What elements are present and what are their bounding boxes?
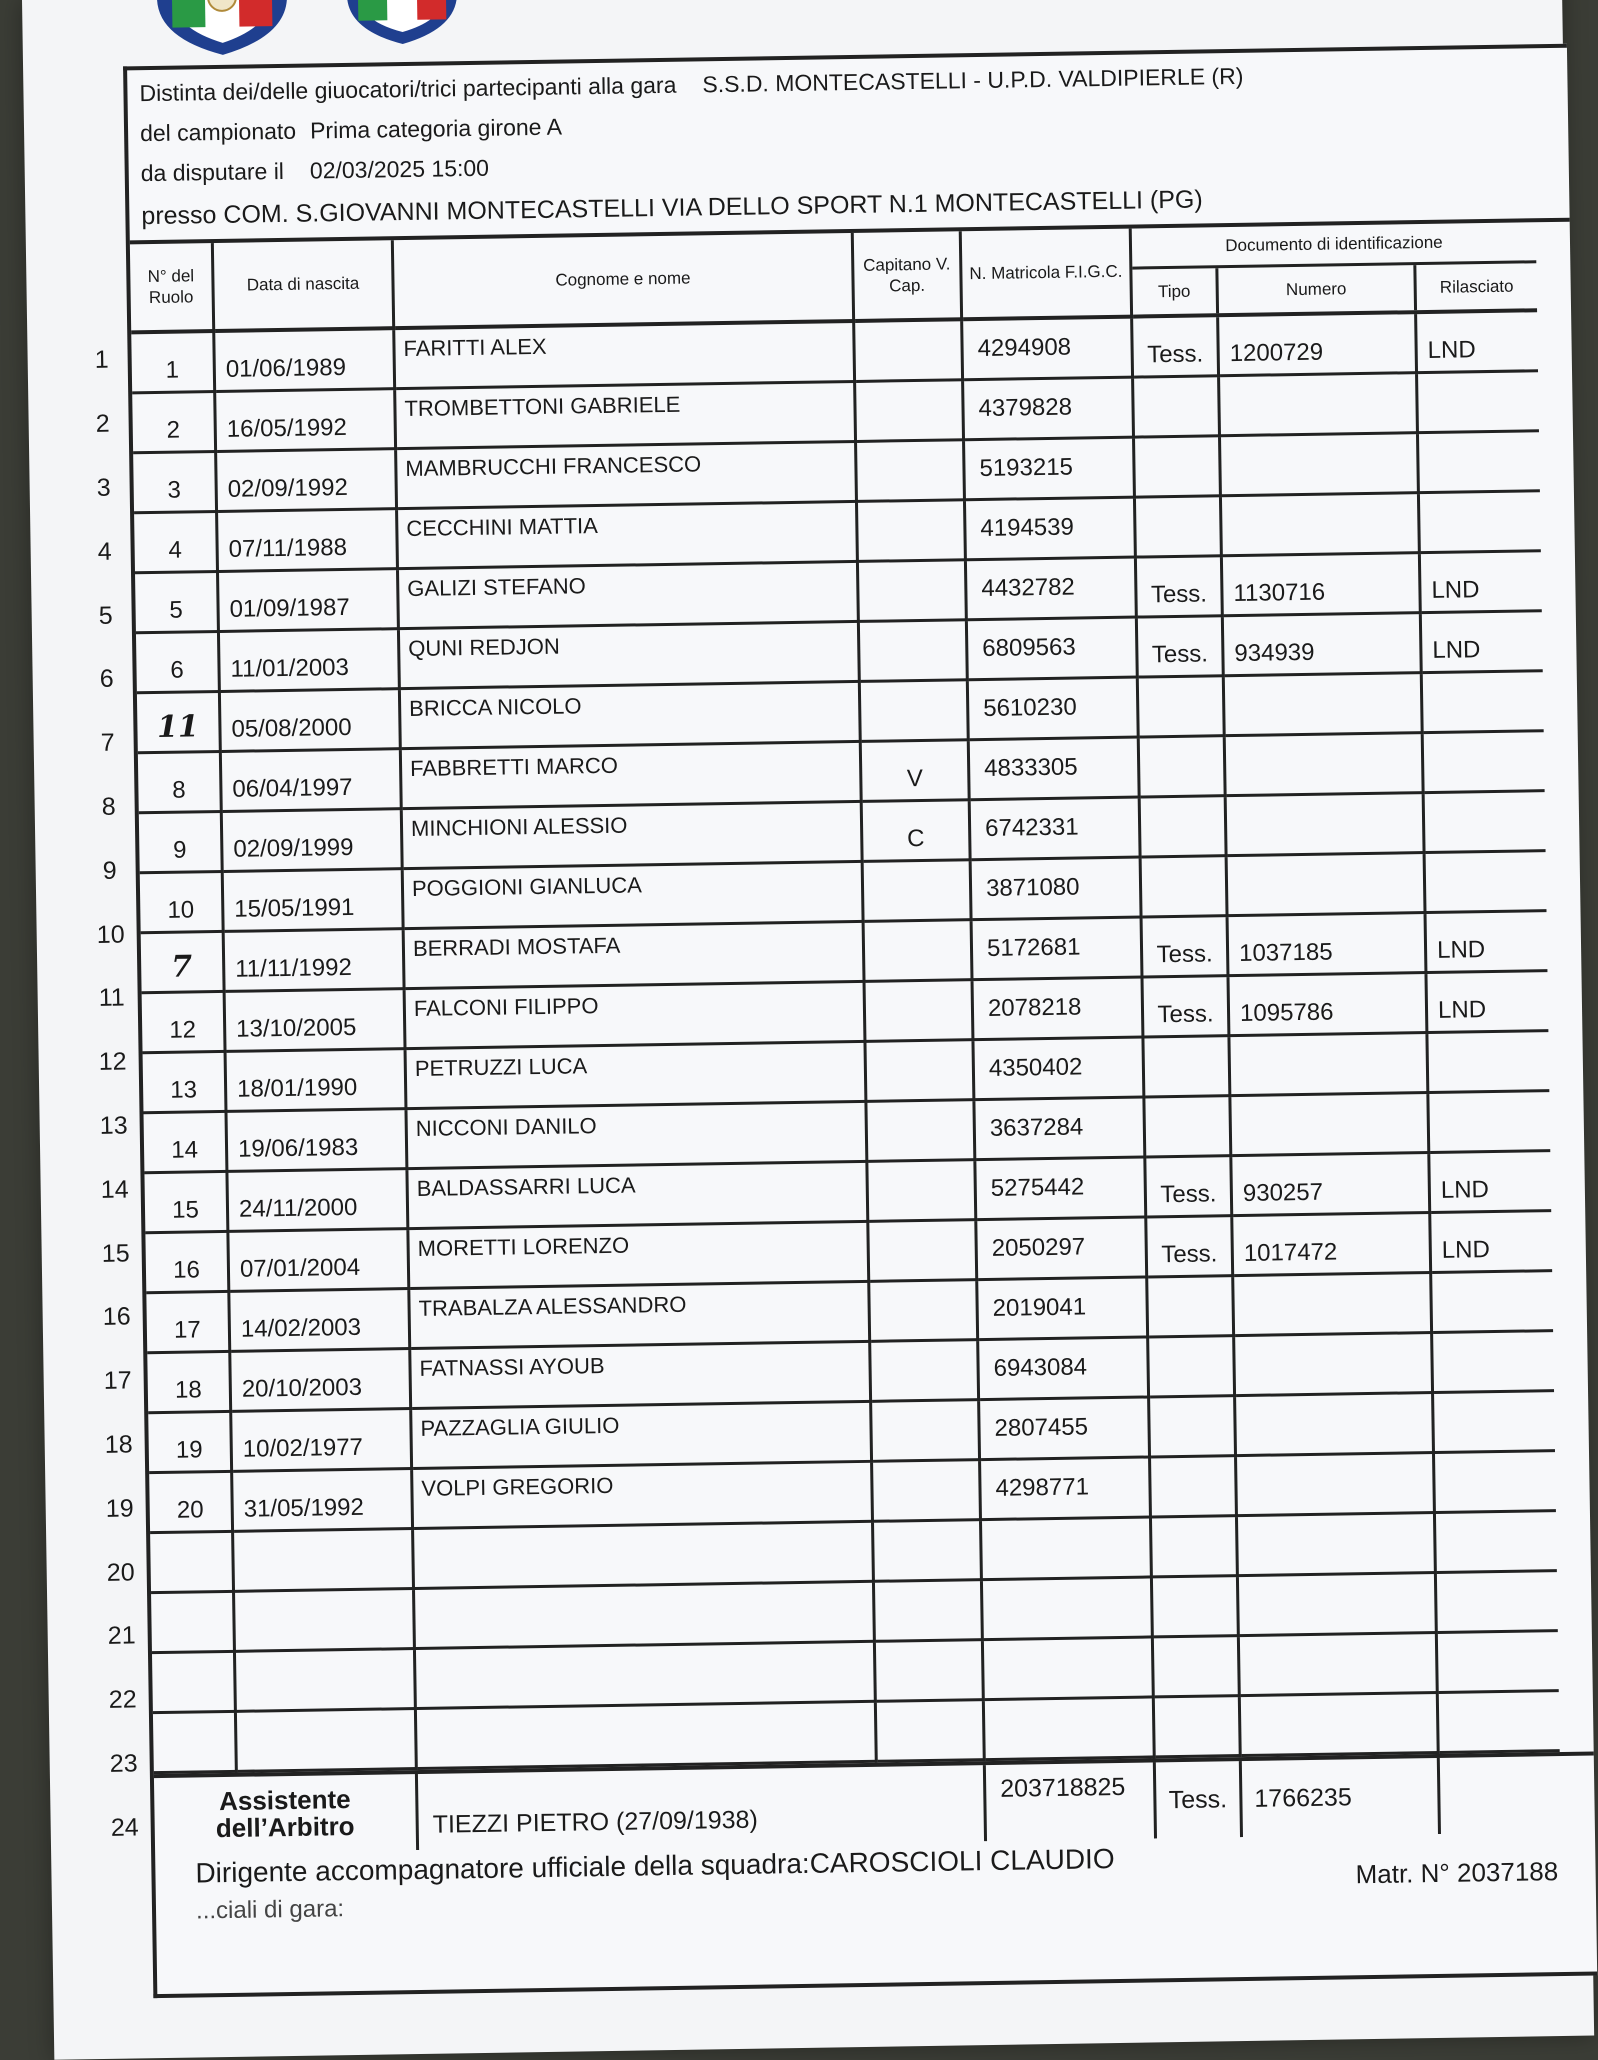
row-12-matricola: 2078218 xyxy=(974,979,1145,1042)
row-4-ruolo: 4 xyxy=(134,513,219,574)
row-4-player-name: CECCHINI MATTIA xyxy=(398,503,859,570)
row-15-doc-rilasciato: LND xyxy=(1430,1152,1551,1214)
row-20-ruolo: 20 xyxy=(149,1473,234,1534)
row-number: 10 xyxy=(96,920,125,949)
row-1-doc-tipo: Tess. xyxy=(1133,317,1220,378)
row-20-doc-numero xyxy=(1237,1454,1436,1517)
row-6-captain-mark xyxy=(860,621,969,683)
row-2-birth-date: 16/05/1992 xyxy=(216,390,397,453)
row-4-matricola: 4194539 xyxy=(966,499,1137,562)
row-18-doc-rilasciato xyxy=(1433,1332,1554,1394)
row-16-doc-rilasciato: LND xyxy=(1431,1212,1552,1274)
row-18-captain-mark xyxy=(871,1341,980,1403)
row-8-ruolo: 8 xyxy=(138,753,223,814)
row-5-birth-date: 01/09/1987 xyxy=(219,570,400,633)
assistant-name: TIEZZI PIETRO (27/09/1938) xyxy=(418,1765,987,1850)
row-18-matricola: 6943084 xyxy=(979,1338,1150,1401)
dirigente-matricola: Matr. N° 2037188 xyxy=(1355,1856,1559,1890)
row-17-ruolo: 17 xyxy=(146,1293,231,1354)
row-6-matricola: 6809563 xyxy=(968,619,1139,682)
officials-line: ...ciali di gara: xyxy=(195,1895,345,1925)
row-15-birth-date: 24/11/2000 xyxy=(228,1170,409,1233)
row-12-doc-numero: 1095786 xyxy=(1229,974,1428,1037)
assistant-matricola: 203718825 xyxy=(986,1762,1157,1841)
row-23-doc-numero xyxy=(1240,1634,1439,1697)
row-21-doc-tipo xyxy=(1152,1517,1239,1578)
row-12-birth-date: 13/10/2005 xyxy=(226,990,407,1053)
col-nome: Cognome e nome xyxy=(394,233,855,330)
row-13-doc-tipo xyxy=(1144,1037,1231,1098)
row-16-birth-date: 07/01/2004 xyxy=(229,1230,410,1293)
row-18-birth-date: 20/10/2003 xyxy=(231,1350,412,1413)
row-9-birth-date: 02/09/1999 xyxy=(223,810,404,873)
row-number: 5 xyxy=(98,601,113,630)
row-21-birth-date xyxy=(234,1530,415,1593)
row-20-player-name: VOLPI GREGORIO xyxy=(413,1463,874,1530)
row-22-doc-tipo xyxy=(1153,1577,1240,1638)
row-number: 21 xyxy=(107,1621,136,1651)
row-14-player-name: NICCONI DANILO xyxy=(407,1103,868,1170)
assistant-tipo: Tess. xyxy=(1156,1761,1243,1838)
row-5-doc-rilasciato: LND xyxy=(1421,552,1542,614)
row-14-doc-tipo xyxy=(1145,1097,1232,1158)
row-20-doc-rilasciato xyxy=(1435,1452,1556,1514)
row-24-matricola xyxy=(985,1698,1156,1761)
championship: Prima categoria girone A xyxy=(309,113,563,144)
line4-label: presso xyxy=(141,200,217,231)
row-number: 7 xyxy=(100,728,115,758)
row-22-doc-rilasciato xyxy=(1437,1572,1558,1634)
row-3-doc-tipo xyxy=(1135,437,1222,498)
line2-label: del campionato xyxy=(139,117,297,147)
row-5-doc-numero: 1130716 xyxy=(1223,554,1422,617)
row-12-ruolo: 12 xyxy=(142,993,227,1054)
row-19-doc-tipo xyxy=(1150,1397,1237,1458)
assistant-label: Assistente dell’Arbitro xyxy=(154,1774,419,1854)
row-1-doc-numero: 1200729 xyxy=(1219,314,1418,377)
col-ruolo: N° del Ruolo xyxy=(130,243,215,334)
venue: COM. S.GIOVANNI MONTECASTELLI VIA DELLO SPORT N.1 MONTECASTELLI (PG) xyxy=(223,185,1203,229)
match-datetime: 02/03/2025 15:00 xyxy=(309,154,490,184)
player-list-form xyxy=(123,44,1597,1998)
row-21-doc-rilasciato xyxy=(1436,1512,1557,1574)
row-7-doc-rilasciato xyxy=(1423,672,1544,734)
assistant-numero: 1766235 xyxy=(1242,1758,1441,1837)
row-3-player-name: MAMBRUCCHI FRANCESCO xyxy=(397,443,858,510)
row-3-ruolo: 3 xyxy=(133,453,218,514)
row-8-captain-mark: V xyxy=(862,741,971,803)
row-11-doc-tipo: Tess. xyxy=(1143,917,1230,978)
row-number: 8 xyxy=(101,792,116,821)
col-tipo: Tipo xyxy=(1132,268,1219,314)
row-16-matricola: 2050297 xyxy=(977,1218,1148,1281)
row-number: 17 xyxy=(103,1366,132,1396)
row-21-captain-mark xyxy=(874,1521,983,1583)
row-2-captain-mark xyxy=(856,381,965,443)
row-2-matricola: 4379828 xyxy=(964,379,1135,442)
row-23-player-name xyxy=(416,1643,877,1710)
row-14-captain-mark xyxy=(867,1101,976,1163)
row-13-player-name: PETRUZZI LUCA xyxy=(407,1043,868,1110)
row-18-player-name: FATNASSI AYOUB xyxy=(411,1343,872,1410)
row-9-player-name: MINCHIONI ALESSIO xyxy=(403,803,864,870)
row-7-doc-numero xyxy=(1225,674,1424,737)
row-22-doc-numero xyxy=(1239,1574,1438,1637)
row-11-captain-mark xyxy=(865,921,974,983)
row-22-player-name xyxy=(415,1583,876,1650)
row-14-matricola: 3637284 xyxy=(975,1098,1146,1161)
row-9-ruolo: 9 xyxy=(139,813,224,874)
row-7-captain-mark xyxy=(861,681,970,743)
row-15-doc-tipo: Tess. xyxy=(1146,1157,1233,1218)
match-teams: S.S.D. MONTECASTELLI - U.P.D. VALDIPIERLE (R) xyxy=(702,62,1244,98)
row-21-player-name xyxy=(414,1523,875,1590)
row-4-doc-numero xyxy=(1222,494,1421,557)
row-21-ruolo xyxy=(150,1533,235,1594)
row-5-captain-mark xyxy=(859,561,968,623)
row-21-matricola xyxy=(982,1518,1153,1581)
row-23-birth-date xyxy=(236,1650,417,1713)
row-11-player-name: BERRADI MOSTAFA xyxy=(405,923,866,990)
row-14-doc-numero xyxy=(1231,1094,1430,1157)
row-19-captain-mark xyxy=(872,1401,981,1463)
row-13-matricola: 4350402 xyxy=(974,1038,1145,1101)
row-number: 9 xyxy=(102,856,117,885)
documento-title: Documento di identificazione xyxy=(1132,222,1537,269)
row-number: 22 xyxy=(108,1685,137,1714)
row-15-matricola: 5275442 xyxy=(976,1158,1147,1221)
row-20-birth-date: 31/05/1992 xyxy=(233,1470,414,1533)
row-22-birth-date xyxy=(235,1590,416,1653)
row-number: 24 xyxy=(110,1813,139,1842)
row-10-ruolo: 10 xyxy=(140,873,225,934)
row-13-doc-numero xyxy=(1230,1034,1429,1097)
row-6-ruolo: 6 xyxy=(136,633,221,694)
row-number: 15 xyxy=(101,1239,130,1268)
row-11-doc-rilasciato: LND xyxy=(1427,912,1548,974)
row-24-birth-date xyxy=(237,1710,418,1773)
row-number: 14 xyxy=(100,1175,129,1204)
col-rilasciato: Rilasciato xyxy=(1439,276,1514,297)
title-fragment xyxy=(1062,0,1196,1)
row-23-doc-tipo xyxy=(1154,1637,1241,1698)
row-13-captain-mark xyxy=(866,1041,975,1103)
row-14-birth-date: 19/06/1983 xyxy=(228,1110,409,1173)
row-23-captain-mark xyxy=(876,1641,985,1703)
row-1-doc-rilasciato: LND xyxy=(1417,312,1538,374)
row-5-matricola: 4432782 xyxy=(967,559,1138,622)
row-1-ruolo: 1 xyxy=(131,333,216,394)
row-14-ruolo: 14 xyxy=(144,1113,229,1174)
row-14-doc-rilasciato xyxy=(1429,1092,1550,1154)
row-8-player-name: FABBRETTI MARCO xyxy=(402,743,863,810)
row-12-doc-rilasciato: LND xyxy=(1427,972,1548,1034)
col-nascita: Data di nascita xyxy=(214,240,395,333)
row-1-matricola: 4294908 xyxy=(963,319,1134,382)
col-documento xyxy=(1132,222,1537,318)
row-6-doc-tipo: Tess. xyxy=(1138,617,1225,678)
row-1-birth-date: 01/06/1989 xyxy=(215,330,396,393)
row-24-ruolo xyxy=(153,1713,238,1774)
line1-label: Distinta dei/delle giuocatori/trici partecipanti alla gara xyxy=(139,71,677,107)
row-17-doc-rilasciato xyxy=(1432,1272,1553,1334)
row-7-ruolo: 11 xyxy=(137,693,222,754)
row-12-doc-tipo: Tess. xyxy=(1144,977,1231,1038)
row-15-doc-numero: 930257 xyxy=(1232,1154,1431,1217)
match-header xyxy=(127,48,1570,245)
row-5-doc-tipo: Tess. xyxy=(1137,557,1224,618)
row-number: 20 xyxy=(106,1557,135,1587)
row-6-player-name: QUNI REDJON xyxy=(400,623,861,690)
row-3-doc-numero xyxy=(1221,434,1420,497)
row-22-captain-mark xyxy=(875,1581,984,1643)
col-matricola: N. Matricola F.I.G.C. xyxy=(962,229,1133,322)
row-19-player-name: PAZZAGLIA GIULIO xyxy=(412,1403,873,1470)
row-24-captain-mark xyxy=(877,1701,986,1763)
row-7-doc-tipo xyxy=(1139,677,1226,738)
row-23-ruolo xyxy=(152,1653,237,1714)
row-19-matricola: 2807455 xyxy=(980,1398,1151,1461)
row-number: 3 xyxy=(96,473,111,502)
row-11-birth-date: 11/11/1992 xyxy=(225,930,406,993)
row-11-doc-numero: 1037185 xyxy=(1229,914,1428,977)
row-10-doc-rilasciato xyxy=(1426,852,1547,914)
row-12-captain-mark xyxy=(866,981,975,1043)
row-9-captain-mark: C xyxy=(863,801,972,863)
row-6-doc-rilasciato: LND xyxy=(1422,612,1543,674)
row-9-doc-rilasciato xyxy=(1425,792,1546,854)
row-8-doc-numero xyxy=(1226,734,1425,797)
row-13-ruolo: 13 xyxy=(143,1053,228,1114)
row-2-doc-rilasciato xyxy=(1418,372,1539,434)
row-4-captain-mark xyxy=(858,501,967,563)
row-3-matricola: 5193215 xyxy=(965,439,1136,502)
row-18-doc-numero xyxy=(1235,1334,1434,1397)
row-24-doc-tipo xyxy=(1155,1697,1242,1758)
line3-label: da disputare il xyxy=(140,157,285,187)
row-number: 4 xyxy=(97,537,112,566)
row-22-matricola xyxy=(983,1578,1154,1641)
row-19-doc-rilasciato xyxy=(1434,1392,1555,1454)
row-10-doc-numero xyxy=(1228,854,1427,917)
row-19-birth-date: 10/02/1977 xyxy=(232,1410,413,1473)
row-10-birth-date: 15/05/1991 xyxy=(224,870,405,933)
col-numero: Numero xyxy=(1218,265,1417,313)
row-9-matricola: 6742331 xyxy=(971,799,1142,862)
row-20-captain-mark xyxy=(873,1461,982,1523)
row-16-doc-tipo: Tess. xyxy=(1147,1217,1234,1278)
row-17-player-name: TRABALZA ALESSANDRO xyxy=(410,1283,871,1350)
lnd-shield-logo xyxy=(341,0,462,55)
row-18-ruolo: 18 xyxy=(147,1353,232,1414)
row-16-captain-mark xyxy=(869,1221,978,1283)
row-24-player-name xyxy=(417,1703,878,1770)
row-8-birth-date: 06/04/1997 xyxy=(222,750,403,813)
row-24-doc-rilasciato xyxy=(1439,1692,1560,1754)
row-23-matricola xyxy=(984,1638,1155,1701)
row-17-birth-date: 14/02/2003 xyxy=(230,1290,411,1353)
row-5-ruolo: 5 xyxy=(135,573,220,634)
row-number: 2 xyxy=(95,409,110,439)
row-22-ruolo xyxy=(151,1593,236,1654)
row-15-captain-mark xyxy=(868,1161,977,1223)
document-sheet xyxy=(22,0,1594,2060)
row-number: 6 xyxy=(99,665,114,694)
col-capitano: Capitano V. Cap. xyxy=(854,231,963,323)
row-4-doc-rilasciato xyxy=(1420,492,1541,554)
row-16-doc-numero: 1017472 xyxy=(1233,1214,1432,1277)
row-number: 11 xyxy=(98,983,125,1013)
row-5-player-name: GALIZI STEFANO xyxy=(399,563,860,630)
row-8-doc-tipo xyxy=(1140,737,1227,798)
row-20-doc-tipo xyxy=(1151,1457,1238,1518)
row-20-matricola: 4298771 xyxy=(981,1458,1152,1521)
row-3-doc-rilasciato xyxy=(1419,432,1540,494)
dirigente-line: Dirigente accompagnatore ufficiale della squadra:CAROSCIOLI CLAUDIO xyxy=(195,1843,1115,1889)
assistant-rilasciato xyxy=(1440,1756,1561,1834)
row-6-birth-date: 11/01/2003 xyxy=(220,630,401,693)
row-7-player-name: BRICCA NICOLO xyxy=(401,683,862,750)
row-10-player-name: POGGIONI GIANLUCA xyxy=(404,863,865,930)
row-7-matricola: 5610230 xyxy=(969,679,1140,742)
row-13-birth-date: 18/01/1990 xyxy=(227,1050,408,1113)
row-2-doc-numero xyxy=(1220,374,1419,437)
row-4-birth-date: 07/11/1988 xyxy=(218,510,399,573)
row-13-doc-rilasciato xyxy=(1428,1032,1549,1094)
row-2-ruolo: 2 xyxy=(132,393,217,454)
row-number: 12 xyxy=(98,1047,127,1077)
row-11-ruolo: 7 xyxy=(141,933,226,994)
footer xyxy=(155,1832,1597,1995)
row-8-doc-rilasciato xyxy=(1424,732,1545,794)
row-number: 16 xyxy=(102,1302,131,1332)
row-10-doc-tipo xyxy=(1142,857,1229,918)
row-4-doc-tipo xyxy=(1136,497,1223,558)
row-1-player-name: FARITTI ALEX xyxy=(395,323,856,390)
row-16-player-name: MORETTI LORENZO xyxy=(409,1223,870,1290)
row-12-player-name: FALCONI FILIPPO xyxy=(406,983,867,1050)
row-17-matricola: 2019041 xyxy=(978,1278,1149,1341)
row-10-captain-mark xyxy=(864,861,973,923)
row-19-doc-numero xyxy=(1236,1394,1435,1457)
row-10-matricola: 3871080 xyxy=(972,859,1143,922)
row-1-captain-mark xyxy=(855,321,964,383)
row-3-birth-date: 02/09/1992 xyxy=(217,450,398,513)
row-23-doc-rilasciato xyxy=(1438,1632,1559,1694)
row-8-matricola: 4833305 xyxy=(970,739,1141,802)
row-17-doc-numero xyxy=(1234,1274,1433,1337)
row-number: 13 xyxy=(99,1111,128,1140)
row-number: 23 xyxy=(109,1749,138,1778)
row-21-doc-numero xyxy=(1238,1514,1437,1577)
row-9-doc-tipo xyxy=(1141,797,1228,858)
row-17-doc-tipo xyxy=(1148,1277,1235,1338)
row-7-birth-date: 05/08/2000 xyxy=(221,690,402,753)
row-15-player-name: BALDASSARRI LUCA xyxy=(408,1163,869,1230)
row-15-ruolo: 15 xyxy=(144,1173,229,1234)
row-17-captain-mark xyxy=(870,1281,979,1343)
row-16-ruolo: 16 xyxy=(145,1233,230,1294)
figc-shield-logo xyxy=(152,0,293,58)
row-19-ruolo: 19 xyxy=(148,1413,233,1474)
row-2-doc-tipo xyxy=(1134,377,1221,438)
players-table xyxy=(130,222,1594,1774)
row-24-doc-numero xyxy=(1241,1694,1440,1757)
row-11-matricola: 5172681 xyxy=(973,919,1144,982)
row-number: 19 xyxy=(105,1494,134,1523)
row-18-doc-tipo xyxy=(1149,1337,1236,1398)
row-3-captain-mark xyxy=(857,441,966,503)
row-9-doc-numero xyxy=(1227,794,1426,857)
row-2-player-name: TROMBETTONI GABRIELE xyxy=(396,383,857,450)
row-6-doc-numero: 934939 xyxy=(1224,614,1423,677)
row-number: 18 xyxy=(104,1430,133,1459)
row-number: 1 xyxy=(94,346,109,375)
